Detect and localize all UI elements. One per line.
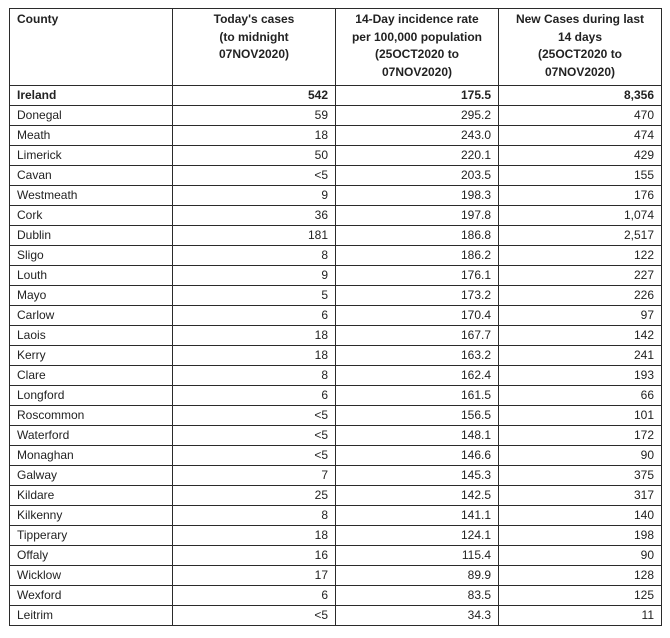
header-county-label: County	[17, 12, 59, 26]
cell-county: Cork	[10, 206, 173, 226]
header-new-cases-line: 14 days	[557, 29, 603, 44]
cell-county: Sligo	[10, 246, 173, 266]
cell-new-cases: 101	[499, 406, 662, 426]
cell-new-cases: 90	[499, 446, 662, 466]
cell-todays-cases: <5	[173, 446, 336, 466]
cell-new-cases: 140	[499, 506, 662, 526]
cell-county: Tipperary	[10, 526, 173, 546]
table-row	[10, 366, 662, 386]
cell-county: Mayo	[10, 286, 173, 306]
cell-new-cases: 128	[499, 566, 662, 586]
cell-county: Wexford	[10, 586, 173, 606]
cell-incidence-rate: 203.5	[336, 166, 499, 186]
cell-new-cases: 227	[499, 266, 662, 286]
header-new-cases-line: (25OCT2020 to	[537, 47, 623, 61]
cell-todays-cases: 542	[173, 86, 336, 106]
table-row	[10, 246, 662, 266]
table-row	[10, 186, 662, 206]
header-incidence-rate-line: 07NOV2020)	[381, 64, 453, 79]
cell-incidence-rate: 243.0	[336, 126, 499, 146]
cell-todays-cases: 9	[173, 266, 336, 286]
cell-county: Roscommon	[10, 406, 173, 426]
cell-incidence-rate: 176.1	[336, 266, 499, 286]
cell-new-cases: 193	[499, 366, 662, 386]
cell-county: Westmeath	[10, 186, 173, 206]
cell-new-cases: 226	[499, 286, 662, 306]
table-row	[10, 126, 662, 146]
cell-todays-cases: <5	[173, 406, 336, 426]
cell-new-cases: 474	[499, 126, 662, 146]
cell-incidence-rate: 167.7	[336, 326, 499, 346]
cell-county: Leitrim	[10, 606, 173, 626]
cell-todays-cases: 16	[173, 546, 336, 566]
cell-todays-cases: 8	[173, 246, 336, 266]
cell-todays-cases: <5	[173, 426, 336, 446]
table-row	[10, 306, 662, 326]
header-incidence-rate-line: (25OCT2020 to	[374, 47, 460, 61]
table-row	[10, 286, 662, 306]
table-row	[10, 386, 662, 406]
cell-incidence-rate: 89.9	[336, 566, 499, 586]
cell-incidence-rate: 148.1	[336, 426, 499, 446]
table-row	[10, 446, 662, 466]
cell-new-cases: 155	[499, 166, 662, 186]
cell-incidence-rate: 295.2	[336, 106, 499, 126]
table-row	[10, 606, 662, 626]
cell-county: Laois	[10, 326, 173, 346]
cell-county: Monaghan	[10, 446, 173, 466]
cell-incidence-rate: 83.5	[336, 586, 499, 606]
cell-new-cases: 90	[499, 546, 662, 566]
cell-county: Clare	[10, 366, 173, 386]
cell-incidence-rate: 161.5	[336, 386, 499, 406]
cell-new-cases: 317	[499, 486, 662, 506]
cell-incidence-rate: 156.5	[336, 406, 499, 426]
cell-incidence-rate: 115.4	[336, 546, 499, 566]
cell-incidence-rate: 145.3	[336, 466, 499, 486]
table-row	[10, 346, 662, 366]
cell-todays-cases: 25	[173, 486, 336, 506]
cell-todays-cases: 6	[173, 586, 336, 606]
cell-incidence-rate: 175.5	[336, 86, 499, 106]
cell-county: Limerick	[10, 146, 173, 166]
table-row	[10, 566, 662, 586]
table-row	[10, 166, 662, 186]
cell-todays-cases: 8	[173, 506, 336, 526]
cell-incidence-rate: 170.4	[336, 306, 499, 326]
table-row	[10, 526, 662, 546]
cell-incidence-rate: 220.1	[336, 146, 499, 166]
cell-new-cases: 11	[499, 606, 662, 626]
header-todays-cases-line: (to midnight	[219, 29, 289, 44]
cell-todays-cases: 18	[173, 526, 336, 546]
cell-incidence-rate: 186.2	[336, 246, 499, 266]
table-row	[10, 266, 662, 286]
table-row	[10, 586, 662, 606]
cell-incidence-rate: 186.8	[336, 226, 499, 246]
cell-todays-cases: 7	[173, 466, 336, 486]
header-incidence-rate-line: 14-Day incidence rate	[355, 12, 479, 26]
cell-county: Kildare	[10, 486, 173, 506]
cell-todays-cases: 5	[173, 286, 336, 306]
cell-county: Dublin	[10, 226, 173, 246]
table-row	[10, 506, 662, 526]
header-new-cases-line: 07NOV2020)	[544, 64, 616, 79]
cell-incidence-rate: 142.5	[336, 486, 499, 506]
cell-incidence-rate: 124.1	[336, 526, 499, 546]
cell-new-cases: 125	[499, 586, 662, 606]
cell-county: Donegal	[10, 106, 173, 126]
cell-county: Galway	[10, 466, 173, 486]
cell-todays-cases: 9	[173, 186, 336, 206]
cell-county: Offaly	[10, 546, 173, 566]
table-row	[10, 466, 662, 486]
header-todays-cases-line: 07NOV2020)	[218, 47, 290, 61]
cell-incidence-rate: 163.2	[336, 346, 499, 366]
cell-incidence-rate: 173.2	[336, 286, 499, 306]
cell-incidence-rate: 146.6	[336, 446, 499, 466]
header-todays-cases-line: Today's cases	[213, 12, 295, 26]
cell-todays-cases: 181	[173, 226, 336, 246]
cell-todays-cases: 8	[173, 366, 336, 386]
cell-county: Wicklow	[10, 566, 173, 586]
cell-todays-cases: <5	[173, 166, 336, 186]
table-row	[10, 326, 662, 346]
cell-todays-cases: 50	[173, 146, 336, 166]
table-row	[10, 546, 662, 566]
cell-new-cases: 66	[499, 386, 662, 406]
cell-todays-cases: 36	[173, 206, 336, 226]
table-row	[10, 426, 662, 446]
cell-incidence-rate: 198.3	[336, 186, 499, 206]
cell-incidence-rate: 162.4	[336, 366, 499, 386]
header-incidence-rate-line: per 100,000 population	[351, 29, 483, 44]
table-header-row	[10, 9, 662, 86]
cell-todays-cases: 59	[173, 106, 336, 126]
header-new-cases-line: New Cases during last	[515, 12, 645, 26]
cell-incidence-rate: 34.3	[336, 606, 499, 626]
cell-county: Cavan	[10, 166, 173, 186]
cell-new-cases: 172	[499, 426, 662, 446]
cell-new-cases: 375	[499, 466, 662, 486]
cell-county: Kerry	[10, 346, 173, 366]
cell-new-cases: 429	[499, 146, 662, 166]
header-incidence-rate	[336, 9, 499, 86]
table-row	[10, 226, 662, 246]
cell-new-cases: 198	[499, 526, 662, 546]
table-row	[10, 106, 662, 126]
header-todays-cases	[173, 9, 336, 86]
cell-county: Meath	[10, 126, 173, 146]
cell-new-cases: 142	[499, 326, 662, 346]
table-row	[10, 486, 662, 506]
cell-todays-cases: <5	[173, 606, 336, 626]
cell-todays-cases: 6	[173, 386, 336, 406]
cell-new-cases: 1,074	[499, 206, 662, 226]
table-row-total	[10, 86, 662, 106]
cell-new-cases: 2,517	[499, 226, 662, 246]
cell-todays-cases: 6	[173, 306, 336, 326]
cell-county: Ireland	[10, 86, 173, 106]
cell-county: Carlow	[10, 306, 173, 326]
cell-todays-cases: 18	[173, 126, 336, 146]
county-cases-table	[9, 8, 662, 626]
cell-county: Kilkenny	[10, 506, 173, 526]
cell-todays-cases: 18	[173, 346, 336, 366]
header-county	[10, 9, 173, 86]
cell-new-cases: 176	[499, 186, 662, 206]
table-row	[10, 206, 662, 226]
table-row	[10, 406, 662, 426]
cell-incidence-rate: 141.1	[336, 506, 499, 526]
cell-county: Longford	[10, 386, 173, 406]
cell-todays-cases: 18	[173, 326, 336, 346]
cell-new-cases: 97	[499, 306, 662, 326]
cell-new-cases: 241	[499, 346, 662, 366]
cell-new-cases: 8,356	[499, 86, 662, 106]
table-container	[9, 8, 662, 626]
cell-new-cases: 470	[499, 106, 662, 126]
cell-todays-cases: 17	[173, 566, 336, 586]
cell-new-cases: 122	[499, 246, 662, 266]
cell-incidence-rate: 197.8	[336, 206, 499, 226]
table-row	[10, 146, 662, 166]
cell-county: Louth	[10, 266, 173, 286]
header-new-cases	[499, 9, 662, 86]
cell-county: Waterford	[10, 426, 173, 446]
